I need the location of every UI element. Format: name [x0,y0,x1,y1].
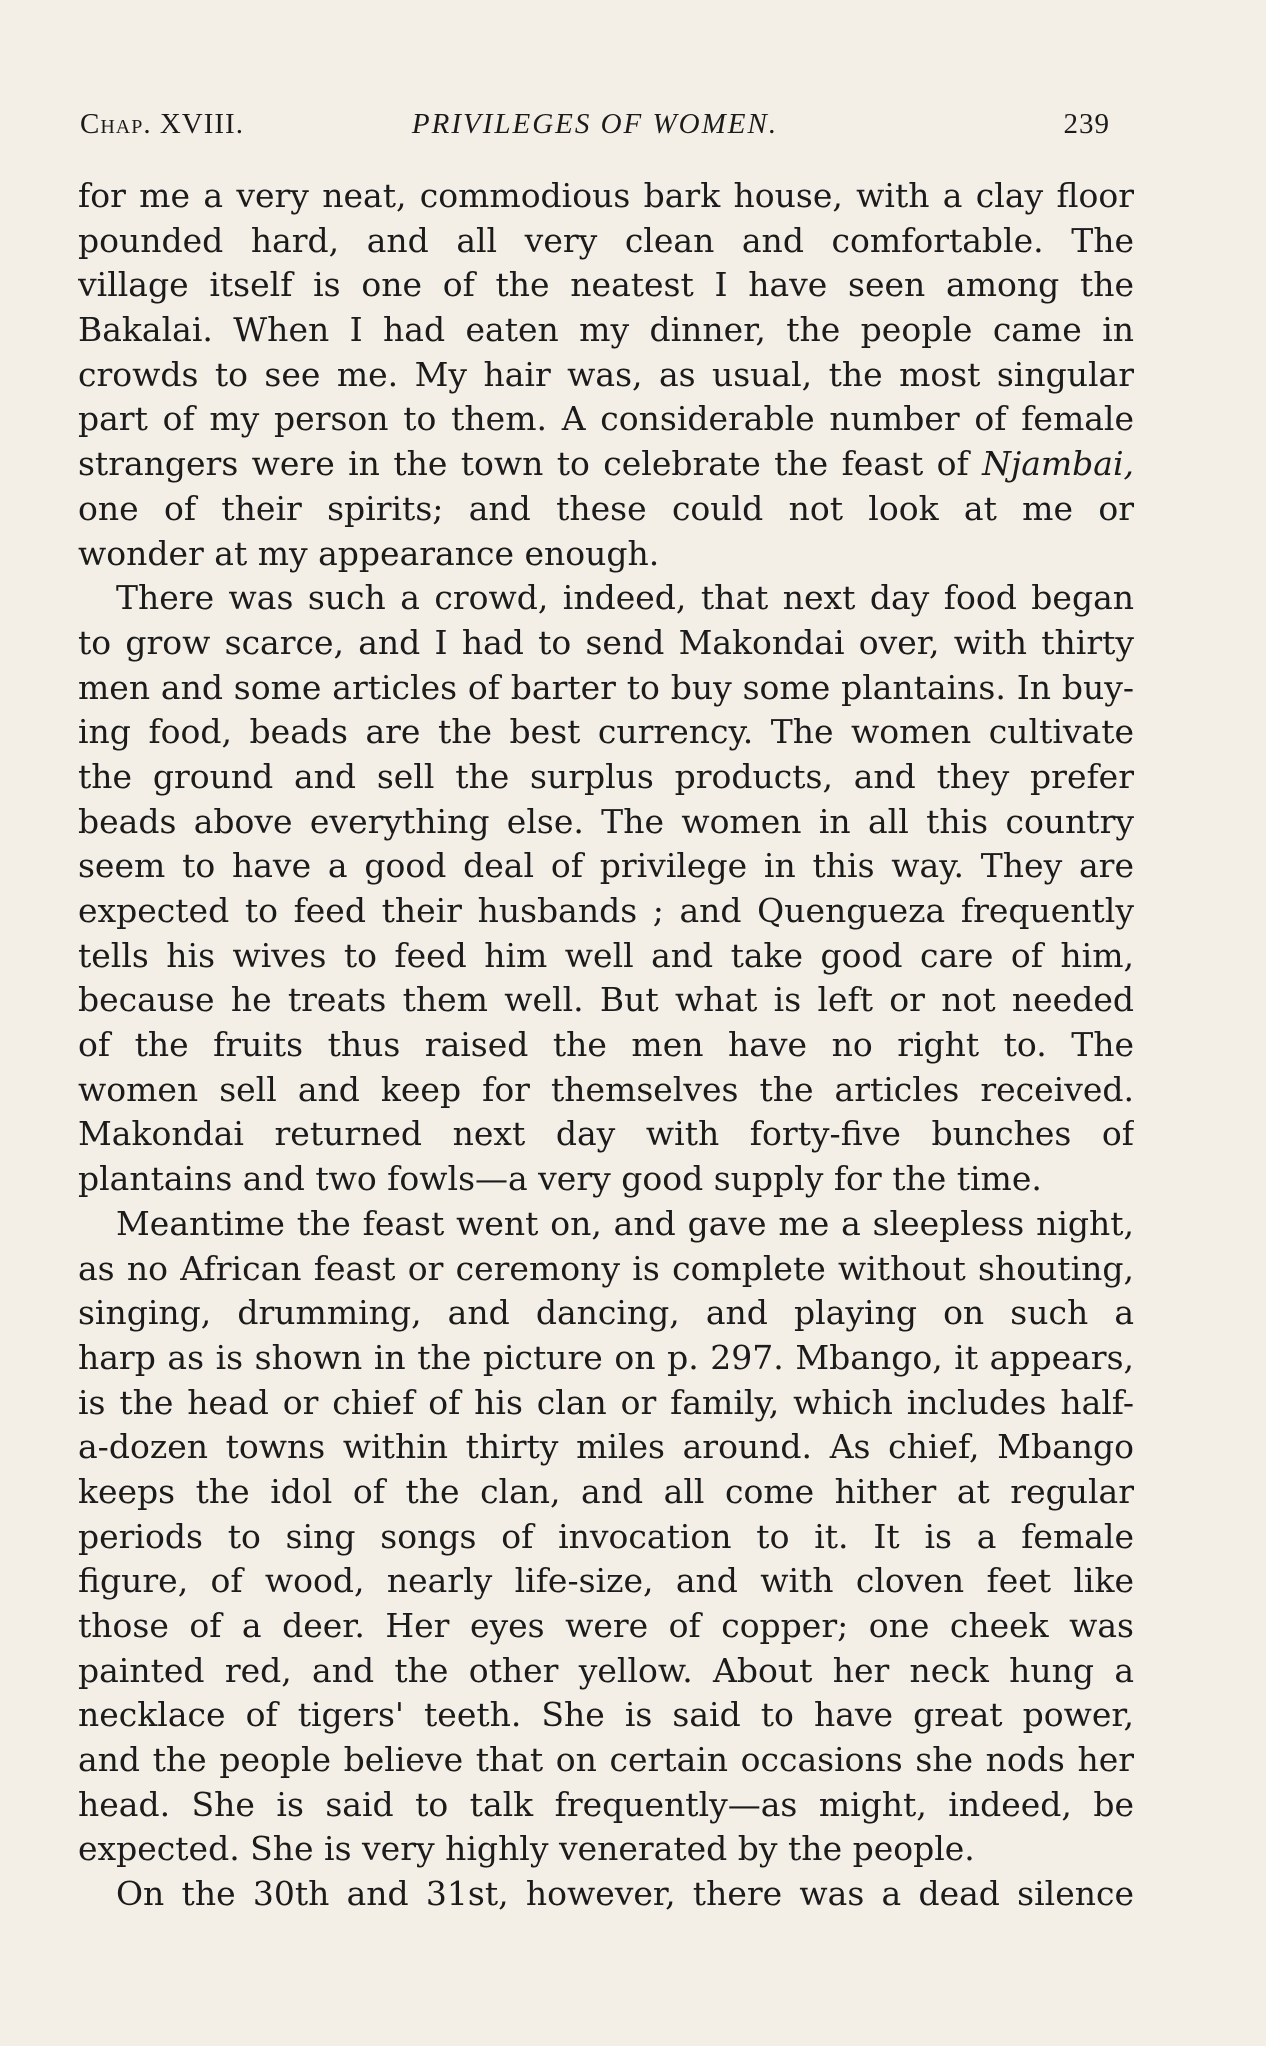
text-line: the ground and sell the surplus products, and they prefer [78,756,1134,796]
text-line: and the people believe that on certain occasions she nods her [78,1740,1134,1780]
text-line: pounded hard, and all very clean and comfortable. The [78,220,1134,260]
text-line: painted red, and the other yellow. About her neck hung a [78,1650,1134,1690]
text-line: women sell and keep for themselves the articles received. [78,1069,1134,1109]
paragraph-first-line: On the 30th and 31st, however, there was a dead silence [116,1874,1134,1914]
text-line: keeps the idol of the clan, and all come hither at regular [78,1471,1134,1511]
text-line: head. She is said to talk frequently—as might, indeed, be [78,1784,1134,1824]
text-line: crowds to see me. My hair was, as usual, the most singular [78,354,1134,394]
text-line: tells his wives to feed him well and take good care of him, [78,935,1134,975]
text-line: wonder at my appearance enough. [78,533,660,573]
text-line: those of a deer. Her eyes were of copper; one cheek was [78,1606,1134,1645]
text-line: necklace of tigers' teeth. She is said to have great power, [78,1695,1134,1735]
text-segment: strangers were in the town to celebrate the feast of [78,444,969,484]
body-text [78,174,1134,1917]
text-line: one of their spirits; and these could not look at me or [78,488,1134,528]
text-line: plantains and two fowls—a very good supply for the time. [78,1159,1042,1199]
text-line: expected. She is very highly venerated by the people. [78,1829,975,1869]
text-line [78,442,1134,487]
text-line: for me a very neat, commodious bark house, with a clay floor [78,176,1134,215]
text-line: because he treats them well. But what is left or not needed [78,980,1134,1020]
text-line: is the head or chief of his clan or family, which includes half- [78,1382,1134,1422]
paragraph-first-line: There was such a crowd, indeed, that next day food began [116,578,1134,618]
text-line: as no African feast or ceremony is complete without shouting, [78,1248,1134,1288]
text-line: Makondai returned next day with forty-five bunches of [78,1114,1134,1154]
text-line: periods to sing songs of invocation to it. It is a female [78,1516,1134,1556]
text-line: of the fruits thus raised the men have no right to. The [78,1025,1134,1065]
text-line: expected to feed their husbands ; and Quengueza frequently [78,891,1134,930]
running-head [80,108,1110,148]
text-line: figure, of wood, nearly life-size, and with cloven feet like [78,1561,1134,1601]
text-line: seem to have a good deal of privilege in this way. They are [78,846,1134,886]
text-line: harp as is shown in the picture on p. 297. Mbango, it appears, [78,1337,1134,1377]
text-line: part of my person to them. A considerable number of female [78,399,1134,439]
text-line: singing, drumming, and dancing, and playing on such a [78,1293,1134,1333]
page-number: 239 [1063,108,1110,140]
text-line: Bakalai. When I had eaten my dinner, the people came in [78,310,1134,350]
italic-term: Njambai, [982,444,1134,484]
text-line: ing food, beads are the best currency. The women cultivate [78,712,1134,752]
chapter-label: Chap. XVIII. [80,108,244,140]
paragraph-first-line: Meantime the feast went on, and gave me a sleepless night, [116,1203,1134,1243]
page-title: PRIVILEGES OF WOMEN. [411,108,779,140]
text-line: men and some articles of barter to buy some plantains. In buy- [78,667,1134,707]
text-line: to grow scarce, and I had to send Makondai over, with thirty [78,622,1134,662]
text-line: beads above everything else. The women in all this country [78,801,1134,841]
text-line: a-dozen towns within thirty miles around. As chief, Mbango [78,1427,1134,1467]
text-line: village itself is one of the neatest I have seen among the [78,265,1134,305]
